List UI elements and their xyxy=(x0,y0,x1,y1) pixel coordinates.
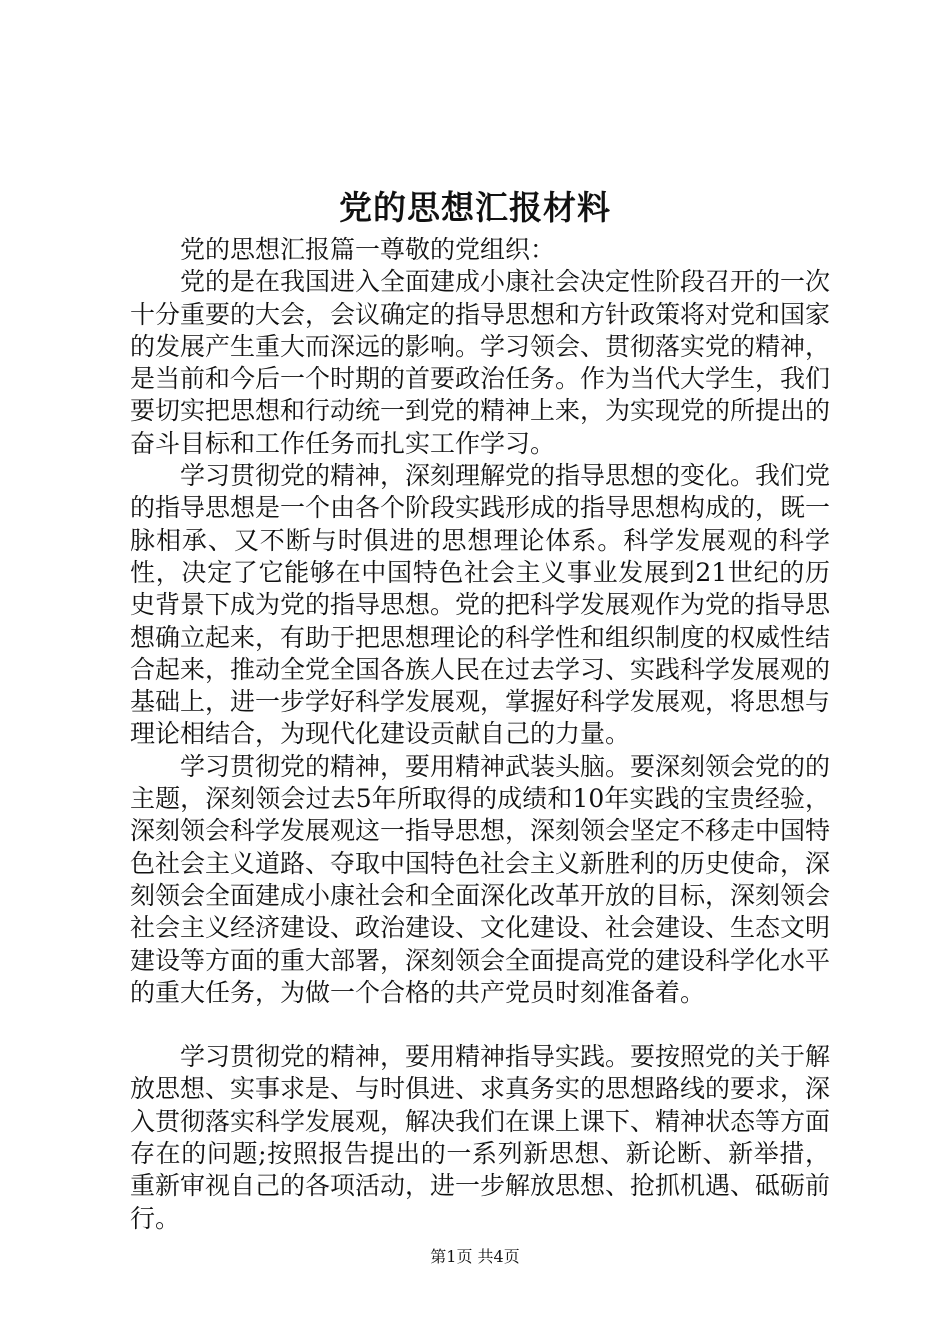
paragraph-4: 学习贯彻党的精神，要用精神指导实践。要按照党的关于解放思想、实事求是、与时俱进、求真务实的思想路线的要求，深入贯彻落实科学发展观，解决我们在课上课下、精神状态等方面存在的问题;按照报告提出的一系列新思想、新论断、新举措，重新审视自己的各项活动，进一步解放思想、抢抓机遇、砥砺前行。 xyxy=(130,1042,831,1233)
document-body xyxy=(130,234,830,1235)
paragraph-3: 学习贯彻党的精神，要用精神武装头脑。要深刻领会党的的主题，深刻领会过去5年所取得的成绩和10年实践的宝贵经验，深刻领会科学发展观这一指导思想，深刻领会坚定不移走中国特色社会主义道路、夺取中国特色社会主义新胜利的历史使命，深刻领会全面建成小康社会和全面深化改革开放的目标，深刻领会社会主义经济建设、政治建设、文化建设、社会建设、生态文明建设等方面的重大部署，深刻领会全面提高党的建设科学化水平的重大任务，为做一个合格的共产党员时刻准备着。 xyxy=(130,751,831,1007)
paragraph-salutation: 党的思想汇报篇一尊敬的党组织： xyxy=(180,235,556,264)
paragraph-1: 党的是在我国进入全面建成小康社会决定性阶段召开的一次十分重要的大会，会议确定的指导思想和方针政策将对党和国家的发展产生重大而深远的影响。学习领会、贯彻落实党的精神，是当前和今后一个时期的首要政治任务。作为当代大学生，我们要切实把思想和行动统一到党的精神上来，为实现党的所提出的奋斗目标和工作任务而扎实工作学习。 xyxy=(130,267,831,458)
paragraph-spacer xyxy=(130,1009,830,1041)
document-title: 党的思想汇报材料 xyxy=(339,188,611,227)
page-footer: 第1页 共4页 xyxy=(430,1247,520,1266)
paragraph-2: 学习贯彻党的精神，深刻理解党的指导思想的变化。我们党的指导思想是一个由各个阶段实践形成的指导思想构成的，既一脉相承、又不断与时俱进的思想理论体系。科学发展观的科学性，决定了它能够在中国特色社会主义事业发展到21世纪的历史背景下成为党的指导思想。党的把科学发展观作为党的指导思想确立起来，有助于把思想理论的科学性和组织制度的权威性结合起来，推动全党全国各族人民在过去学习、实践科学发展观的基础上，进一步学好科学发展观，掌握好科学发展观，将思想与理论相结合，为现代化建设贡献自己的力量。 xyxy=(130,461,831,749)
